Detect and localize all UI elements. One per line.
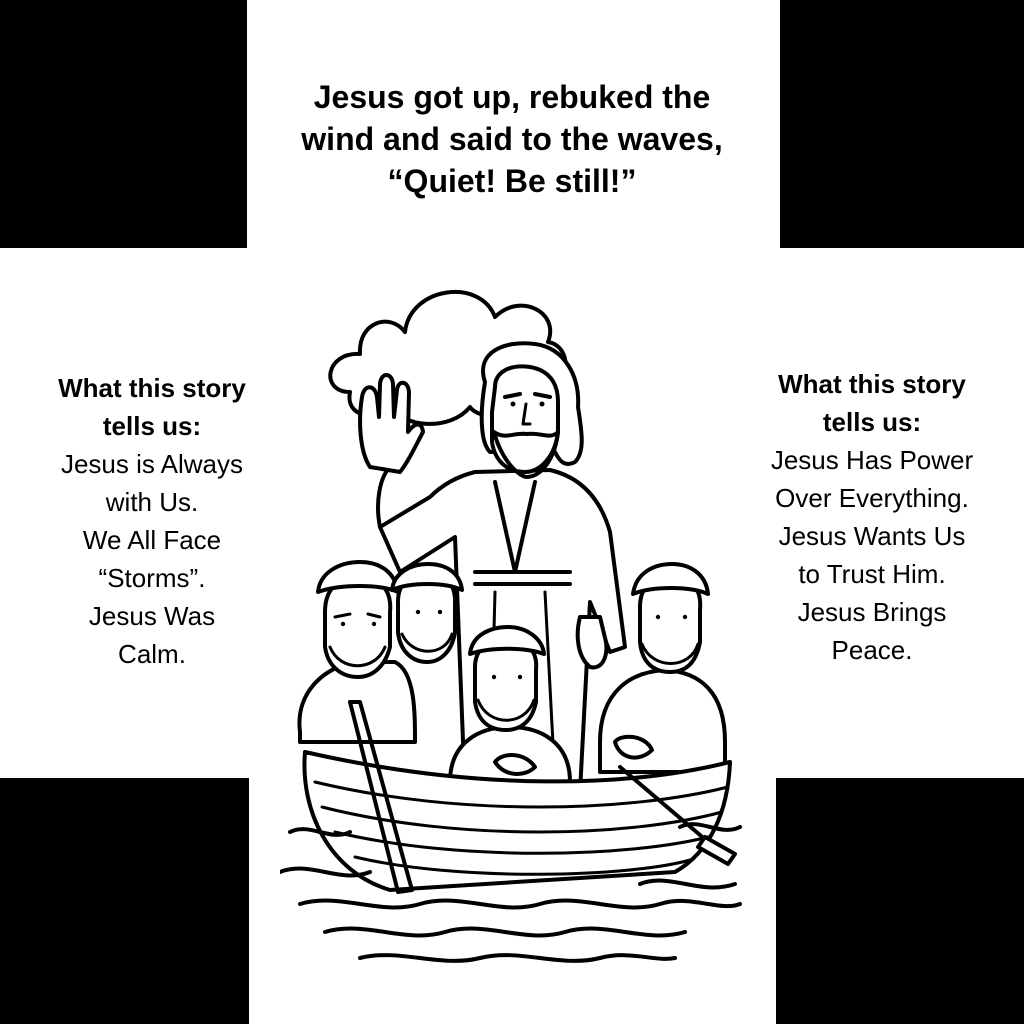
- panel-line: Peace.: [831, 635, 913, 665]
- panel-heading: What this story: [778, 369, 966, 399]
- panel-line: “Storms”.: [98, 563, 206, 593]
- panel-line: We All Face: [82, 525, 222, 555]
- panel-line: Jesus Was: [88, 601, 216, 631]
- corner-block-bottom-right: [776, 778, 1024, 1024]
- lesson-panel-right: [742, 365, 1002, 669]
- panel-line: to Trust Him.: [798, 559, 946, 589]
- verse-line: “Quiet! Be still!”: [387, 163, 637, 199]
- corner-block-top-left: [0, 0, 247, 248]
- panel-heading: tells us:: [822, 407, 922, 437]
- panel-line: Jesus Brings: [797, 597, 947, 627]
- verse-line: Jesus got up, rebuked the: [313, 79, 711, 115]
- lesson-panel-left: [22, 369, 282, 673]
- storm-boat-illustration: [280, 272, 750, 972]
- bible-verse: [262, 76, 762, 202]
- panel-line: with Us.: [105, 487, 199, 517]
- panel-line: Calm.: [118, 639, 186, 669]
- verse-line: wind and said to the waves,: [301, 121, 723, 157]
- corner-block-top-right: [780, 0, 1024, 248]
- corner-block-bottom-left: [0, 778, 249, 1024]
- panel-heading: tells us:: [102, 411, 202, 441]
- illustration-svg: [280, 272, 750, 972]
- panel-line: Over Everything.: [775, 483, 969, 513]
- disciple-back: [392, 564, 462, 662]
- panel-heading: What this story: [58, 373, 246, 403]
- panel-line: Jesus is Always: [60, 449, 244, 479]
- panel-line: Jesus Has Power: [770, 445, 974, 475]
- panel-line: Jesus Wants Us: [778, 521, 966, 551]
